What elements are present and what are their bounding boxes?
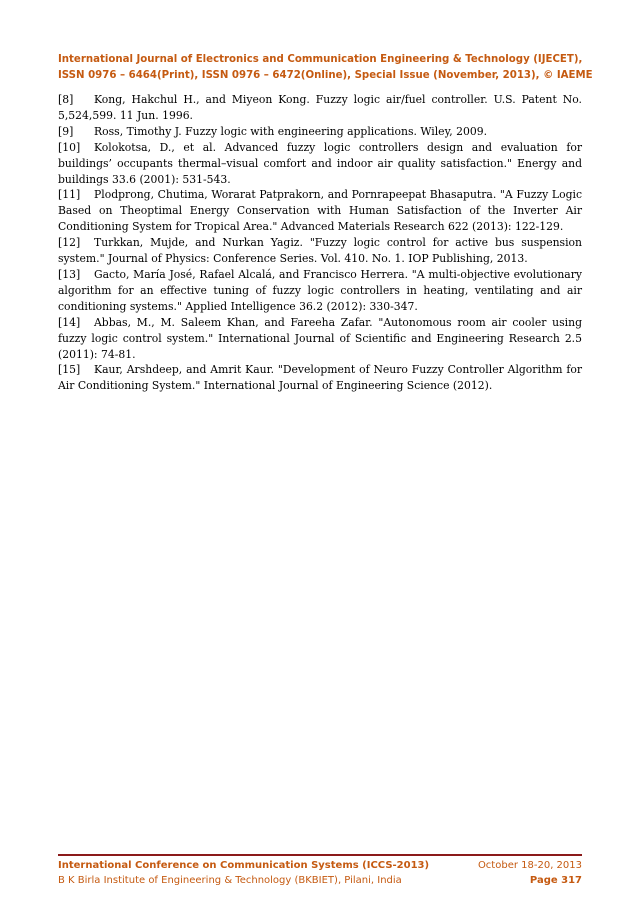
reference-number: [15] <box>58 363 81 377</box>
journal-header <box>58 52 593 84</box>
institute-name: B K Birla Institute of Engineering & Technology (BKBIET), Pilani, India <box>58 875 402 886</box>
journal-header-line-2: ISSN 0976 – 6464(Print), ISSN 0976 – 6472(Online), Special Issue (November, 2013), © IAEME <box>58 70 593 81</box>
reference-item <box>58 315 582 363</box>
reference-number: [12] <box>58 236 81 250</box>
reference-number: [13] <box>58 267 81 281</box>
conference-name: International Conference on Communication Systems (ICCS-2013) <box>58 860 430 871</box>
reference-text: Plodprong, Chutima, Worarat Patprakorn, and Pornrapeepat Bhasaputra. "A Fuzzy Logic Based on Theoptimal Energy Conservation with Human Satisfaction of the Inverter Air Conditioning System for Tropical Area." Advanced Materials Research 622 (2013): 122-129. <box>58 188 582 234</box>
reference-text: Ross, Timothy J. Fuzzy logic with engineering applications. Wiley, 2009. <box>94 124 488 138</box>
journal-header-line-1: International Journal of Electronics and Communication Engineering & Technology (IJECET), <box>58 54 583 65</box>
reference-text: Kaur, Arshdeep, and Amrit Kaur. "Development of Neuro Fuzzy Controller Algorithm for Air Conditioning System." International Journal of Engineering Science (2012). <box>58 363 582 393</box>
reference-text: Abbas, M., M. Saleem Khan, and Fareeha Zafar. "Autonomous room air cooler using fuzzy logic control system." International Journal of Scientific and Engineering Research 2.5 (2011): 74-81. <box>58 315 582 361</box>
reference-item <box>58 235 582 267</box>
reference-item <box>58 362 582 394</box>
page-number: Page 317 <box>529 875 582 886</box>
reference-item <box>58 140 582 188</box>
reference-number: [9] <box>58 124 74 138</box>
reference-text: Kong, Hakchul H., and Miyeon Kong. Fuzzy logic air/fuel controller. U.S. Patent No. 5,524,599. 11 Jun. 1996. <box>58 93 582 122</box>
reference-item <box>58 92 582 124</box>
reference-list <box>58 92 582 394</box>
reference-text: Kolokotsa, D., et al. Advanced fuzzy logic controllers design and evaluation for buildings’ occupants thermal–visual comfort and indoor air quality satisfaction." Energy and buildings 33.6 (2001): 531-543. <box>58 140 582 186</box>
reference-number: [14] <box>58 315 81 329</box>
conference-dates: October 18-20, 2013 <box>477 860 582 871</box>
reference-item <box>58 187 582 235</box>
reference-item <box>58 124 582 140</box>
reference-number: [11] <box>58 188 81 202</box>
reference-number: [10] <box>58 140 81 154</box>
reference-number: [8] <box>58 93 74 106</box>
footer-divider <box>58 854 582 856</box>
reference-text: Turkkan, Mujde, and Nurkan Yagiz. "Fuzzy logic control for active bus suspension system." Journal of Physics: Conference Series. Vol. 410. No. 1. IOP Publishing, 2013. <box>58 236 582 266</box>
reference-item <box>58 267 582 315</box>
reference-text: Gacto, María José, Rafael Alcalá, and Francisco Herrera. "A multi-objective evolutionary algorithm for an effective tuning of fuzzy logic controllers in heating, ventilating and air conditioning systems." Applied Intelligence 36.2 (2012): 330-347. <box>58 267 582 313</box>
